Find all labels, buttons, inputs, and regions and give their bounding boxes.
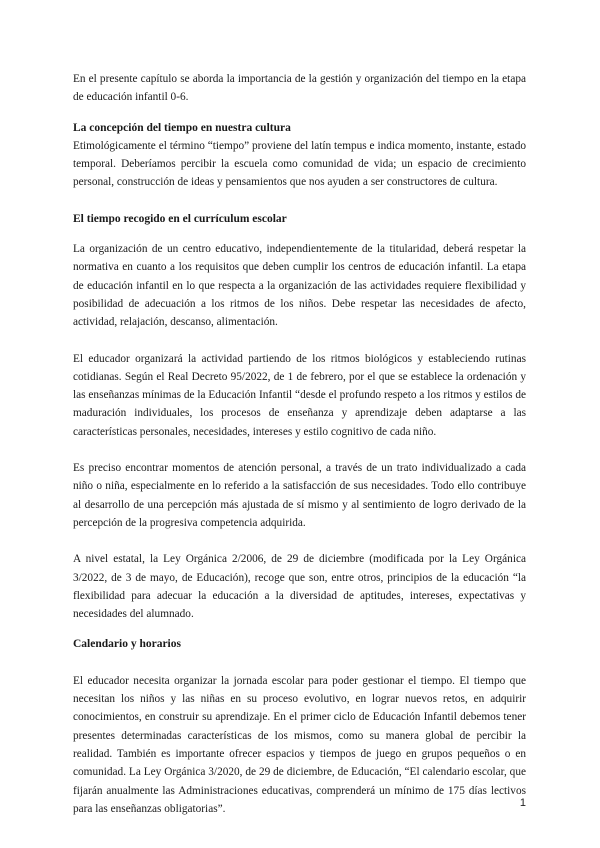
section-heading-calendario: Calendario y horarios [73,638,181,651]
section-heading-concepcion: La concepción del tiempo en nuestra cultura [73,121,291,134]
document-body [73,70,526,818]
page-number: 1 [519,797,526,809]
paragraph-organizacion: La organización de un centro educativo, independientemente de la titularidad, deberá respetar la normativa en cuanto a los requisitos que deben cumplir los centros de educación infantil. La etapa de educación infantil en lo que respecta a la organización de las actividades requiere flexibilidad y posibilidad de adecuación a los ritmos de los niños. Debe respetar las necesidades de afecto, actividad, relajación, descanso, alimentación. [73,243,526,329]
paragraph-calendario: El educador necesita organizar la jornada escolar para poder gestionar el tiempo. El tiempo que necesitan los niños y las niñas en su proceso evolutivo, en lograr nuevos retos, en adquirir conocimientos, en construir su aprendizaje. En el primer ciclo de Educación Infantil debemos tener presentes determinadas características de los mismos, como su manera global de percibir la realidad. También es importante ofrecer espacios y tiempos de juego en grupos pequeños o en comunidad. La Ley Orgánica 3/2020, de 29 de diciembre, de Educación, “El calendario escolar, que fijarán anualmente las Administraciones educativas, comprenderá un mínimo de 175 días lectivos para las enseñanzas obligatorias”. [73,674,526,815]
paragraph-atencion-personal: Es preciso encontrar momentos de atención personal, a través de un trato individualizado a cada niño o niña, especialmente en lo referido a la satisfacción de sus necesidades. Todo ello contribuye al desarrollo de una percepción más ajustada de sí mismo y al sentimiento de logro derivado de la percepción de la progresiva competencia adquirida. [73,462,526,529]
paragraph-etimologia: Etimológicamente el término “tiempo” proviene del latín tempus e indica momento, instante, estado temporal. Deberíamos percibir la escuela como comunidad de vida; un espacio de crecimiento personal, construcción de ideas y pensamientos que nos ayuden a ser constructores de cultura. [73,139,526,189]
paragraph-ley-organica: A nivel estatal, la Ley Orgánica 2/2006, de 29 de diciembre (modificada por la Ley Orgánica 3/2022, de 3 de mayo, de Educación), recoge que son, entre otros, principios de la educación “la flexibilidad para adecuar la educación a la diversidad de aptitudes, intereses, expectativas y necesidades del alumnado. [73,553,526,621]
intro-paragraph: En el presente capítulo se aborda la importancia de la gestión y organización del tiempo en la etapa de educación infantil 0-6. [73,73,526,104]
section-heading-curriculum: El tiempo recogido en el currículum escolar [73,212,287,225]
paragraph-educador: El educador organizará la actividad partiendo de los ritmos biológicos y estableciendo rutinas cotidianas. Según el Real Decreto 95/2022, de 1 de febrero, por el que se establece la ordenación y las enseñanzas mínimas de la Educación Infantil “desde el profundo respeto a los ritmos y estilos de maduración individuales, los procesos de enseñanza y aprendizaje deben adaptarse a las características personales, necesidades, intereses y estilo cognitivo de cada niño. [73,352,526,438]
